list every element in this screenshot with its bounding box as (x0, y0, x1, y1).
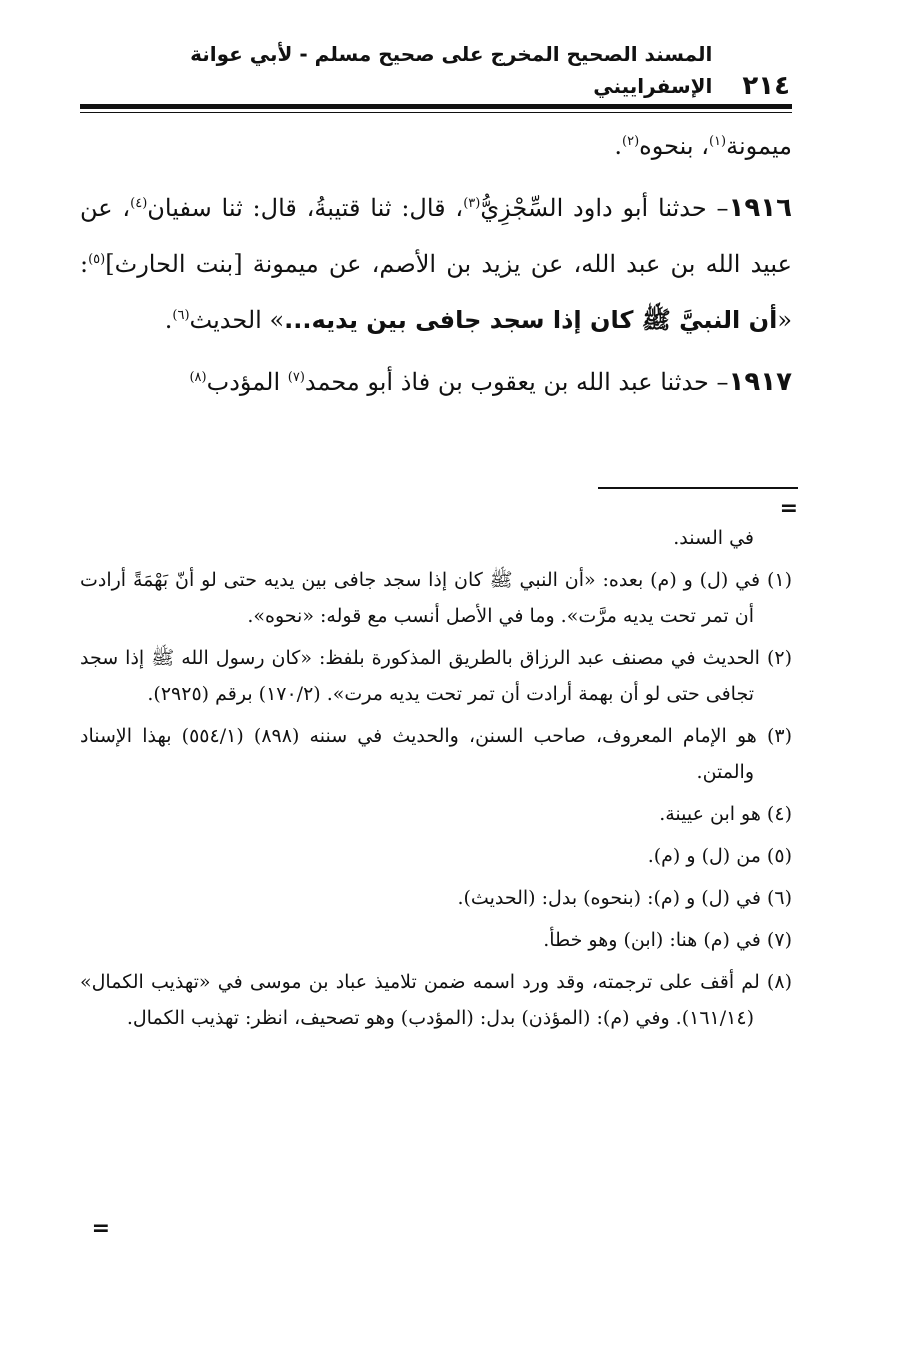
footnote-2: (٢) الحديث في مصنف عبد الرزاق بالطريق المذكورة بلفظ: «كان رسول الله ﷺ إذا سجد تجافى حتى لو أن بهمة أرادت أن تمر تحت يديه مرت». (١٧٠/٢) برقم (٢٩٢٥). (80, 647, 792, 705)
footnote-7: (٧) في (م) هنا: (ابن) وهو خطأ. (543, 929, 792, 951)
footnote-ref: (٧) (287, 370, 305, 385)
footnote-continuation: في السند. (673, 527, 754, 549)
hadith-matn: أن النبيَّ ﷺ كان إذا سجد جافى بين يديه... (284, 306, 778, 334)
page-number: ٢١٤ (742, 71, 790, 101)
hadith-1917 (80, 354, 792, 410)
footnote-ref: (٨) (189, 370, 207, 385)
text-run: . (614, 132, 623, 160)
footnotes (80, 520, 792, 1042)
page-header (80, 42, 790, 102)
continuation-mark: = (779, 496, 798, 521)
hadith-number: ١٩١٦ (728, 193, 792, 223)
footnote-4: (٤) هو ابن عيينة. (659, 803, 792, 825)
text-run: : « (80, 250, 792, 334)
hadith-number: ١٩١٧ (728, 367, 792, 397)
footnote-1: (١) في (ل) و (م) بعده: «أن النبي ﷺ كان إذا سجد جافى بين يديه حتى لو أنّ بَهْمَةً أرادت أن تمر تحت يديه مرَّت». وما في الأصل أنسب مع قوله: «نحوه». (80, 569, 792, 627)
footnote-6: (٦) في (ل) و (م): (بنحوه) بدل: (الحديث). (457, 887, 792, 909)
footnote-ref: (٤) (130, 196, 148, 211)
text-run: ميمونة (726, 132, 792, 160)
footnote-3: (٣) هو الإمام المعروف، صاحب السنن، والحديث في سننه (٨٩٨) (٥٥٤/١) بهذا الإسناد والمتن. (80, 725, 793, 783)
header-rule-thin (80, 112, 792, 113)
footnote-ref: (٦) (172, 308, 190, 323)
footnote-ref: (١) (708, 134, 727, 149)
continuation-mark-bottom: = (91, 1216, 110, 1241)
footnote-ref: (٣) (463, 196, 481, 211)
text-run: ، بنحوه (639, 132, 709, 160)
text-run: ، قال: ثنا قتيبةُ، قال: ثنا سفيان (147, 194, 464, 222)
footnote-ref: (٢) (622, 134, 640, 149)
text-run: . (164, 306, 173, 334)
running-title: المسند الصحيح المخرج على صحيح مسلم - لأبي عوانة الإسفراييني (190, 42, 713, 98)
hadith-1916 (80, 180, 792, 348)
paragraph-continuation (80, 118, 792, 174)
text-run: المؤدب (206, 368, 288, 396)
text-run: » الحديث (189, 306, 285, 334)
header-rule-thick (80, 104, 792, 109)
text-run: – حدثنا أبو داود السِّجْزِيُّ (480, 194, 729, 222)
footnote-5: (٥) من (ل) و (م). (647, 845, 792, 867)
text-run: – حدثنا عبد الله بن يعقوب بن فاذ أبو محمد (304, 368, 729, 396)
footnote-8: (٨) لم أقف على ترجمته، وقد ورد اسمه ضمن تلاميذ عباد بن موسى في «تهذيب الكمال» (١٦١/١٤). وفي (م): (المؤذن) بدل: (المؤدب) وهو تصحيف، انظر: تهذيب الكمال. (80, 971, 792, 1029)
main-text (80, 118, 792, 410)
footnote-separator (598, 487, 798, 489)
text-run: ، عن عبيد الله بن عبد الله، عن يزيد بن الأصم، عن ميمونة [بنت الحارث] (80, 194, 792, 278)
footnote-ref: (٥) (88, 252, 106, 267)
